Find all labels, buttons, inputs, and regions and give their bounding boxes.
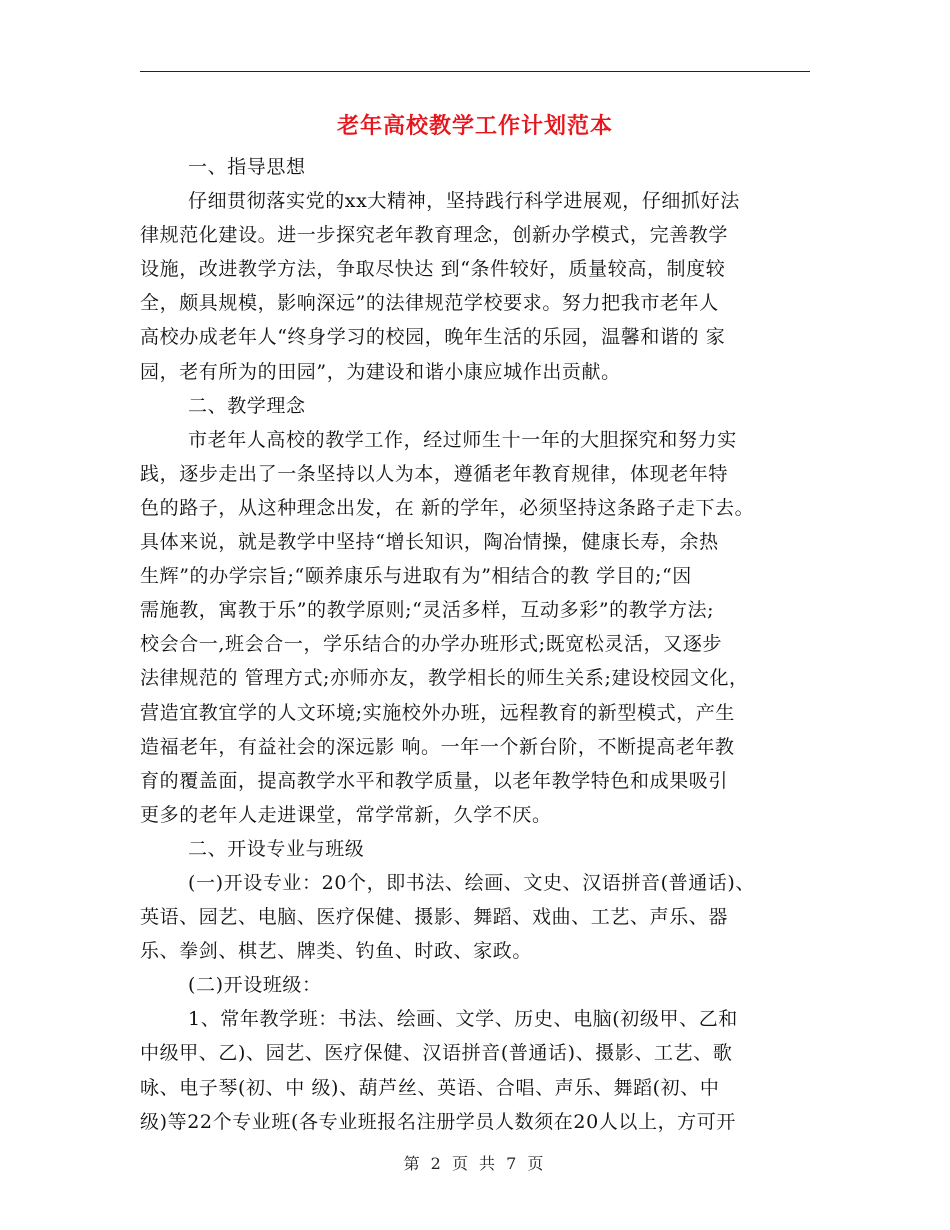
- text-line: 二、开设专业与班级: [188, 837, 365, 860]
- text-line: 需施教，寓教于乐”的教学原则;“灵活多样，互动多彩”的教学方法;: [140, 599, 715, 622]
- header-rule: [140, 71, 810, 72]
- text-line: 英语、园艺、电脑、医疗保健、摄影、舞蹈、戏曲、工艺、声乐、器: [140, 906, 729, 929]
- text-line: 更多的老年人走进课堂，常学常新，久学不厌。: [140, 803, 552, 826]
- text-line: 律规范化建设。进一步探究老年教育理念，创新办学模式，完善教学: [140, 224, 729, 247]
- text-line: 生辉”的办学宗旨;“颐养康乐与进取有为”相结合的教 学目的;“因: [140, 565, 692, 588]
- page-number: 第 2 页 共 7 页: [403, 1154, 547, 1173]
- text-line: 具体来说，就是教学中坚持“增长知识，陶冶情操，健康长寿，余热: [140, 531, 719, 554]
- text-line: 1、常年教学班：书法、绘画、文学、历史、电脑(初级甲、乙和: [188, 1008, 738, 1031]
- text-line: (一)开设专业：20个，即书法、绘画、文史、汉语拼音(普通话)、: [188, 871, 756, 894]
- text-line: 乐、拳剑、棋艺、牌类、钓鱼、时政、家政。: [140, 940, 533, 963]
- text-line: 二、教学理念: [188, 394, 306, 417]
- text-line: 校会合一,班会合一，学乐结合的办学办班形式;既宽松灵活，又逐步: [140, 633, 723, 656]
- text-line: 高校办成老年人“终身学习的校园，晚年生活的乐园，温馨和谐的 家: [140, 326, 726, 349]
- text-line: 市老年人高校的教学工作，经过师生十一年的大胆探究和努力实: [188, 428, 737, 451]
- text-line: 一、指导思想: [188, 156, 306, 178]
- document-title: 老年高校教学工作计划范本: [336, 113, 613, 139]
- text-line: 全，颇具规模，影响深远”的法律规范学校要求。努力把我市老年人: [140, 292, 719, 315]
- text-line: (二)开设班级：: [188, 974, 322, 997]
- text-line: 营造宜教宜学的人文环境;实施校外办班，远程教育的新型模式，产生: [140, 701, 736, 724]
- text-line: 法律规范的 管理方式;亦师亦友，教学相长的师生关系;建设校园文化，: [140, 667, 749, 690]
- text-line: 园，老有所为的田园”，为建设和谐小康应城作出贡献。: [140, 360, 621, 383]
- text-line: 践，逐步走出了一条坚持以人为本，遵循老年教育规律，体现老年特: [140, 462, 729, 485]
- text-line: 育的覆盖面，提高教学水平和教学质量，以老年教学特色和成果吸引: [140, 769, 729, 792]
- text-line: 中级甲、乙)、园艺、医疗保健、汉语拼音(普通话)、摄影、工艺、歌: [140, 1042, 733, 1065]
- text-line: 造福老年，有益社会的深远影 响。一年一个新台阶，不断提高老年教: [140, 735, 735, 758]
- text-line: 咏、电子琴(初、中 级)、葫芦丝、英语、合唱、声乐、舞蹈(初、中: [140, 1076, 720, 1099]
- text-line: 级)等22个专业班(各专业班报名注册学员人数须在20人以上，方可开: [140, 1110, 736, 1133]
- text-line: 设施，改进教学方法，争取尽快达 到“条件较好，质量较高，制度较: [140, 258, 726, 281]
- document-body: [140, 150, 812, 1139]
- text-line: 色的路子，从这种理念出发，在 新的学年，必须坚持这条路子走下去。: [140, 496, 755, 519]
- text-line: 仔细贯彻落实党的xx大精神，坚持践行科学进展观，仔细抓好法: [188, 190, 740, 213]
